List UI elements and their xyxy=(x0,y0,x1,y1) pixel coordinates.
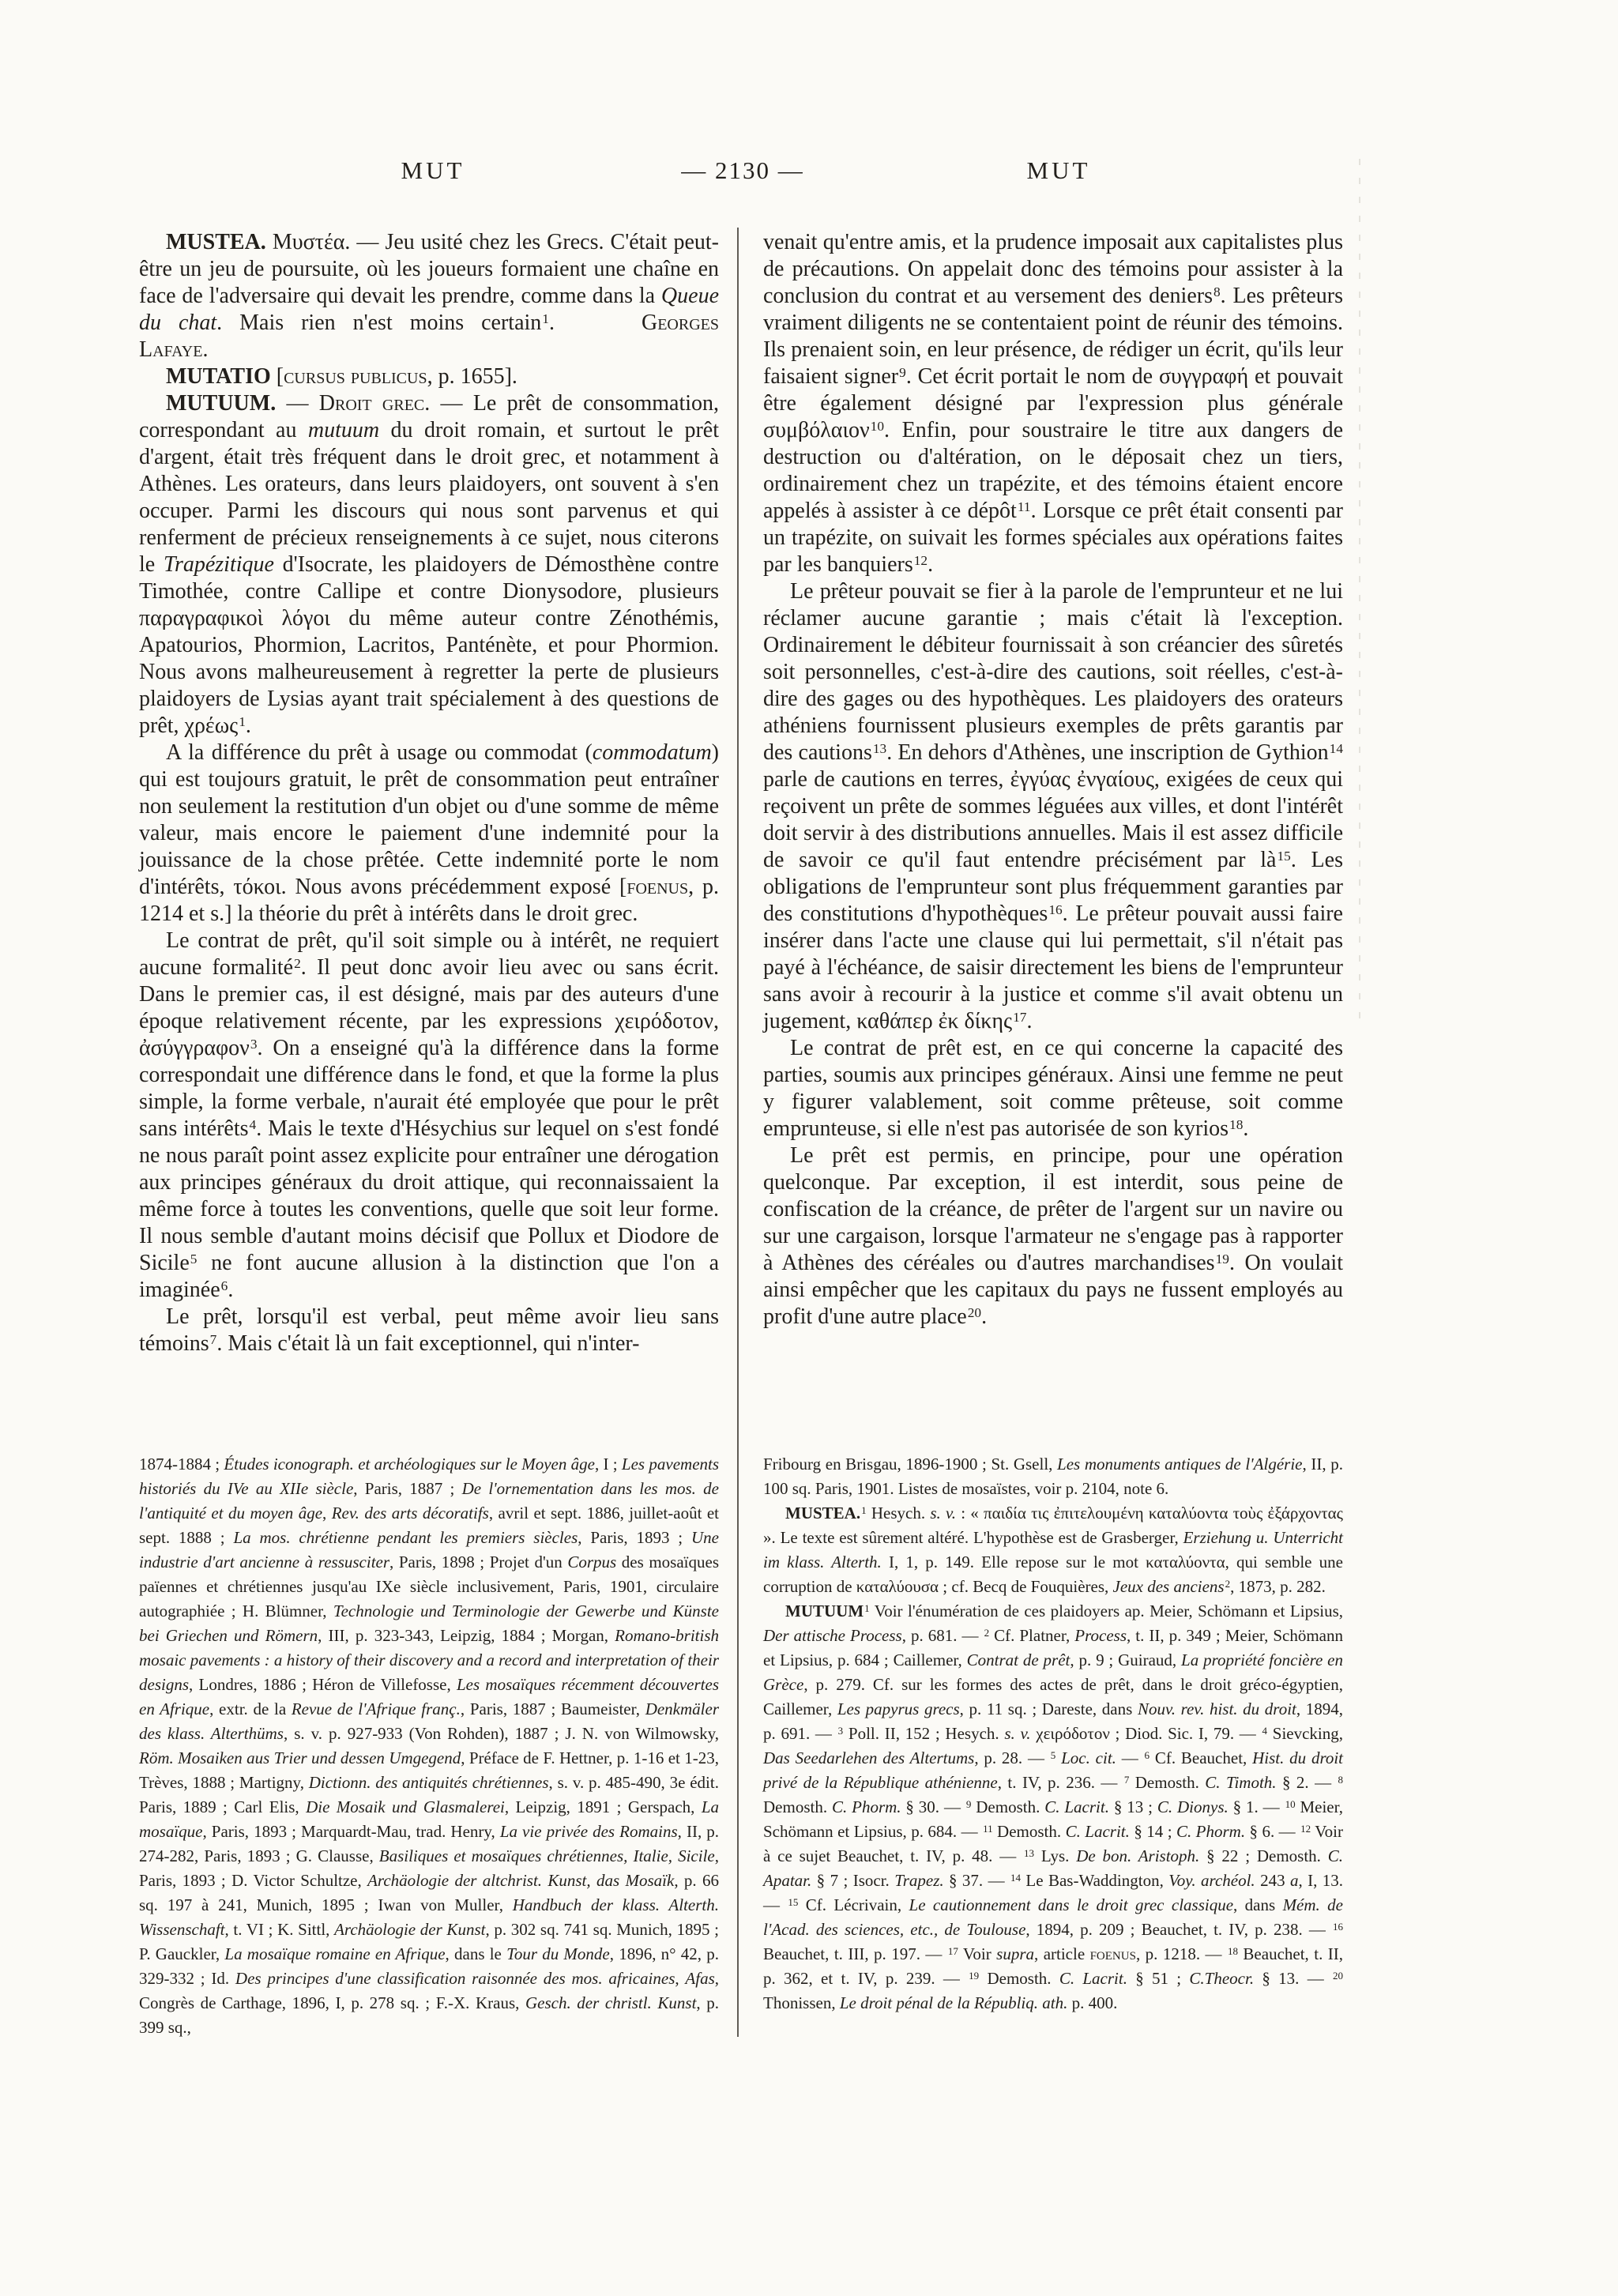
paragraph: Le prêteur pouvait se fier à la parole de l'emprunteur et ne lui réclamer aucune garantie ; mais c'était là l'exception. Ordinairement le débiteur fournissait à son créancier des sûretés soit personnelles, c'est-à-dire des cautions, soit réelles, c'est-à-dire des gages ou des hypothèques. Les plaidoyers des orateurs athéniens fournissent plusieurs exemples de prêts garantis par des cautions$^{13}$. En dehors d'Athènes, une inscription de Gythion$^{14}$ parle de cautions en terres, ἐγγύας ἐνγαίους, exigées de ceux qui reçoivent un prête de sommes léguées aux villes, et dont l'intérêt doit servir à des distributions annuelles. Mais il est assez difficile de savoir ce qu'il faut entendre précisément par $là^{15}$. Les obligations de l'emprunteur sont plus fréquemment garanties par des constitutions d'hypothèques$^{16}$. Le prêteur pouvait aussi faire insérer dans l'acte une clause qui lui permettait, s'il n'était pas payé à l'échéance, de saisir directement les biens de l'emprunteur sans avoir à recourir à la justice et comme s'il avait obtenu un jugement, καθάπερ ἐκ δίκης$^{17}$. xyxy=(763,579,1344,1033)
paragraph: MUSTEA.$^1$ Hesych. s. v. : « παιδία τις ἐπιτελουμένη καταλύοντα τοὺς ἐξάρχοντας ». Le texte est sûrement altéré. L'hypothèse est de Grasberger, Erziehung u. Unterricht im klass. Alterth. I, 1, p. 149. Elle repose sur le mot καταλύοντα, qui semble une corruption de καταλύουσα ; cf. Becq de Fouquières, Jeux des anciens$^2$, 1873, p. 282. xyxy=(763,1504,1344,1596)
running-title-right: MUT xyxy=(1026,156,1091,184)
paragraph: Fribourg en Brisgau, 1896-1900 ; St. Gsell, Les monuments antiques de l'Algérie, II, p. 100 sq. Paris, 1901. Listes de mosaïstes, voir p. 2104, note 6. xyxy=(763,1455,1343,1498)
paragraph: Le contrat de prêt est, en ce qui concerne la capacité des parties, soumis aux principes généraux. Ainsi une femme ne peut y figurer valablement, soit comme prêteuse, soit comme emprunteuse, si elle n'est pas autorisée de son kyrios$^{18}$. xyxy=(763,1036,1343,1141)
paragraph: MUSTEA. Μυστέα. — Jeu usité chez les Grecs. C'était peut-être un jeu de poursuite, où les joueurs formaient une chaîne en face de l'adversaire qui devait les prendre, comme dans la Queue du chat. Mais rien n'est moins certain$^1$. Georges Lafaye. xyxy=(139,230,719,362)
paragraph: A la différence du prêt à usage ou commodat (commodatum) qui est toujours gratuit, le prêt de consommation peut entraîner non seulement la restitution d'un objet ou d'une somme de même valeur, mais encore le paiement d'une indemnité pour la jouissance de la chose prêtée. Cette indemnité porte le nom d'intérêts, τόκοι. Nous avons précédemment exposé [foenus, p. 1214 et s.] la théorie du prêt à intérêts dans le droit grec. xyxy=(139,740,720,926)
right-column-main-text xyxy=(763,229,1343,1331)
paragraph: Le prêt est permis, en principe, pour une opération quelconque. Par exception, il est interdit, sous peine de confiscation de la créance, de prêter de l'argent sur un navire ou sur une cargaison, lorsque l'armateur ne s'engage pas à rapporter à Athènes des céréales ou d'autres marchandises$^{19}$. On voulait ainsi empêcher que les capitaux du pays ne fussent employés au profit d'une autre place$^{20}$. xyxy=(763,1143,1343,1329)
left-column-main-text xyxy=(139,229,719,1357)
paragraph: 1874-1884 ; Études iconograph. et archéologiques sur le Moyen âge, I ; Les pavements historiés du IVe au XIIe siècle, Paris, 1887 ; De l'ornementation dans les mos. de l'antiquité et du moyen âge, Rev. des arts décoratifs, avril et sept. 1886, juillet-août et sept. 1888 ; La mos. chrétienne pendant les premiers siècles, Paris, 1893 ; Une industrie d'art ancienne à ressusciter, Paris, 1898 ; Projet d'un Corpus des mosaïques païennes et chrétiennes jusqu'au IXe siècle inclusivement, Paris, 1901, circulaire autographiée ; H. Blümner, Technologie und Terminologie der Gewerbe und Künste bei Griechen und Römern, III, p. 323-343, Leipzig, 1884 ; Morgan, Romano-british mosaic pavements : a history of their discovery and a record and interpretation of their designs, Londres, 1886 ; Héron de Villefosse, Les mosaïques récemment découvertes en Afrique, extr. de la Revue de l'Afrique franç., Paris, 1887 ; Baumeister, Denkmäler des klass. Alterthüms, s. v. p. 927-933 (Von Rohden), 1887 ; J. N. von Wilmowsky, Röm. Mosaiken aus Trier und dessen Umgegend, Préface de F. Hettner, p. 1-16 et 1-23, Trèves, 1888 ; Martigny, Dictionn. des antiquités chrétiennes, s. v. p. 485-490, 3e édit. Paris, 1889 ; Carl Elis, Die Mosaik und Glasmalerei, Leipzig, 1891 ; Gerspach, La mosaïque, Paris, 1893 ; Marquardt-Mau, trad. Henry, La vie privée des Romains, II, p. 274-282, Paris, 1893 ; G. Clausse, Basiliques et mosaïques chrétiennes, Italie, Sicile, Paris, 1893 ; D. Victor Schultze, Archäologie der altchrist. Kunst, das Mosaïk, p. 66 sq. 197 à 241, Munich, 1895 ; Iwan von Muller, Handbuch der klass. Alterth. Wissenschaft, t. VI ; K. Sittl, Archäologie der Kunst, p. 302 sq. 741 sq. Munich, 1895 ; P. Gauckler, La mosaïque romaine en Afrique, dans le Tour du Monde, 1896, n° 42, p. 329-332 ; Id. Des principes d'une classification raisonnée des mos. africaines, Afas, Congrès de Carthage, 1896, I, p. 278 sq. ; F.-X. Kraus, Gesch. der christl. Kunst, p. 399 sq., xyxy=(139,1455,720,2037)
paragraph: MUTATIO [cursus publicus, p. 1655]. xyxy=(166,364,517,389)
scan-artifact-line xyxy=(1359,146,1360,1031)
running-title-left: MUT xyxy=(401,156,465,184)
paragraph: MUTUUM. — Droit grec. — Le prêt de consommation, correspondant au mutuum du droit romain, et surtout le prêt d'argent, était très fréquent dans le droit grec, et notamment à Athènes. Les orateurs, dans leurs plaidoyers, ont souvent à s'en occuper. Parmi les discours qui nous sont parvenus et qui renferment de précieux renseignements à ce sujet, nous citerons le Trapézitique d'Isocrate, les plaidoyers de Démosthène contre Timothée, contre Callipe et contre Dionysodore, plusieurs παραγραφικοὶ λόγοι du même auteur contre Zénothémis, Apatourios, Phormion, Lacritos, Panténète, et pour Phormion. Nous avons malheureusement à regretter la perte de plusieurs plaidoyers de Lysias ayant trait spécialement à des questions de prêt, χρέως$^1$. xyxy=(139,391,720,738)
column-divider-rule xyxy=(737,228,739,2037)
paragraph: venait qu'entre amis, et la prudence imposait aux capitalistes plus de précautions. On appelait donc des témoins pour assister à la conclusion du contrat et au versement des deniers$^8$. Les prêteurs vraiment diligents ne se contentaient point de réunir des témoins. Ils prenaient soin, en leur présence, de rédiger un écrit, qu'ils leur faisaient signer$^9$. Cet écrit portait le nom de συγγραφή et pouvait être également désigné par l'expression plus générale συμβόλαιον$^{10}$. Enfin, pour soustraire le titre aux dangers de destruction ou d'altération, on le déposait chez un tiers, ordinairement chez un trapézite, et des témoins étaient encore appelés à assister à ce dépôt$^{11}$. Lorsque ce prêt était consenti par un trapézite, on suivait les formes spéciales aux opérations faites par les banquiers$^{12}$. xyxy=(763,230,1344,577)
left-column-footnotes xyxy=(139,1452,719,2040)
page-number: — 2130 — xyxy=(681,156,804,184)
paragraph: Le prêt, lorsqu'il est verbal, peut même avoir lieu sans témoins$^7$. Mais c'était là un fait exceptionnel, qui n'inter- xyxy=(139,1304,719,1356)
paragraph: Le contrat de prêt, qu'il soit simple ou à intérêt, ne requiert aucune formalité$^2$. Il peut donc avoir lieu avec ou sans écrit. Dans le premier cas, il est désigné, mais par des auteurs d'une époque relativement récente, par les expressions χειρόδοτον, ἀσύγγραφον$^3$. On a enseigné qu'à la différence dans la forme correspondait une différence dans le fond, et que la forme la plus simple, la forme verbale, n'aurait été employée que pour le prêt sans intérêts$^4$. Mais le texte d'Hésychius sur lequel on s'est fondé ne nous paraît point assez explicite pour entraîner une dérogation aux principes généraux du droit attique, qui reconnaissaient la même force à toutes les conventions, quelle que soit leur forme. Il nous semble d'autant moins décisif que Pollux et Diodore de Sicile$^5$ ne font aucune allusion à la distinction que l'on a imaginée$^6$. xyxy=(139,928,720,1302)
paragraph: MUTUUM$^1$ Voir l'énumération de ces plaidoyers ap. Meier, Schömann et Lipsius, Der attische Process, p. 681. — $^2$ Cf. Platner, Process, t. II, p. 349 ; Meier, Schömann et Lipsius, p. 684 ; Caillemer, Contrat de prêt, p. 9 ; Guiraud, La propriété foncière en Grèce, p. 279. Cf. sur les formes des actes de prêt, dans le droit gréco-égyptien, Caillemer, Les papyrus grecs, p. 11 sq. ; Dareste, dans Nouv. rev. hist. du droit, 1894, p. 691. — $^3$ Poll. II, 152 ; Hesych. s. v. χειρόδοτον ; Diod. Sic. I, 79. — $^4$ Sievcking, Das Seedarlehen des Altertums, p. 28. — $^5$ Loc. cit. — $^6$ Cf. Beauchet, Hist. du droit privé de la République athénienne, t. IV, p. 236. — $^7$ Demosth. C. Timoth. § 2. — $^8$ Demosth. C. Phorm. § 30. — $^9$ Demosth. C. Lacrit. § 13 ; C. Dionys. § 1. — $^{10}$ Meier, Schömann et Lipsius, p. 684. — $^{11}$ Demosth. C. Lacrit. § 14 ; C. Phorm. § 6. — $^{12}$ Voir à ce sujet Beauchet, t. IV, p. 48. — $^{13}$ Lys. De bon. Aristoph. § 22 ; Demosth. C. Apatar. § 7 ; Isocr. Trapez. § 37. — $^{14}$ Le Bas-Waddington, Voy. archéol. 243 a, I, 13. — $^{15}$ Cf. Lécrivain, Le cautionnement dans le droit grec classique, dans Mém. de l'Acad. des sciences, etc., de Toulouse, 1894, p. 209 ; Beauchet, t. IV, p. 238. — $^{16}$ Beauchet, t. III, p. 197. — $^{17}$ Voir supra, article foenus, p. 1218. — $^{18}$ Beauchet, t. II, p. 362, et t. IV, p. 239. — $^{19}$ Demosth. C. Lacrit. § 51 ; C.Theocr. § 13. — $^{20}$ Thonissen, Le droit pénal de la Républiq. ath. p. 400. xyxy=(763,1602,1344,2012)
right-column-footnotes xyxy=(763,1452,1343,2016)
